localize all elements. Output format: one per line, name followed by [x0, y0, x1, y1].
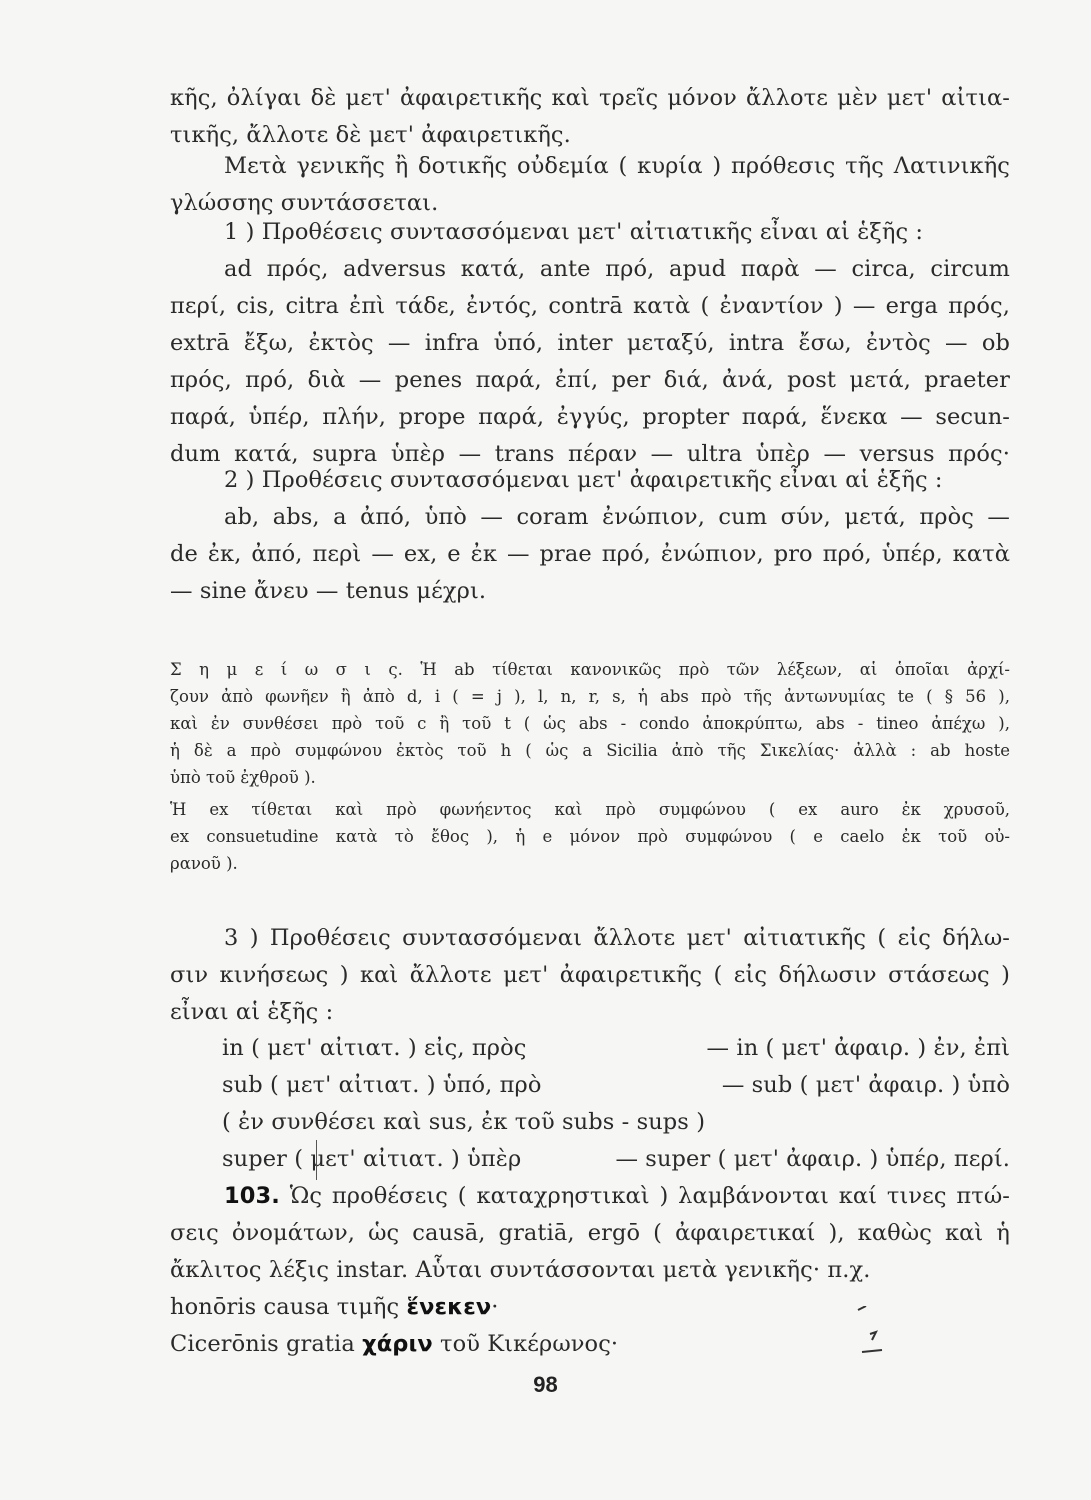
note-line: ex consuetudine κατὰ τὸ ἔθος ), ἡ e μόνον πρὸ συμφώνου ( e caelo ἐκ τοῦ οὐ-: [170, 827, 1010, 846]
table-cell-left: ( ἐν συνθέσει καὶ sus, ἐκ τοῦ subs - sups ): [222, 1109, 706, 1135]
note-line: Σ η μ ε ί ω σ ι ς. Ἡ ab τίθεται κανονικῶς πρὸ τῶν λέξεων, αἱ ὁποῖαι ἀρχί-: [170, 660, 1010, 679]
text-line: ab, abs, a ἀπό, ὑπὸ — coram ἐνώπιον, cum σύν, μετά, πρὸς —: [224, 504, 1010, 530]
table-cell-left: in ( μετ' αἰτιατ. ) εἰς, πρὸς: [222, 1035, 527, 1061]
text-line: ad πρός, adversus κατά, ante πρό, apud παρὰ — circa, circum: [224, 256, 1010, 282]
text-line: σιν κινήσεως ) καὶ ἄλλοτε μετ' ἀφαιρετικῆς ( εἰς δήλωσιν στάσεως ): [170, 962, 1010, 988]
table-row: [222, 1141, 1010, 1178]
text-line: extrā ἔξω, ἐκτὸς — infra ὑπό, inter μεταξύ, intra ἔσω, ἐντὸς — ob: [170, 330, 1010, 356]
note-line: ζουν ἀπὸ φωνῆεν ἢ ἀπὸ d, i ( = j ), l, n, r, s, ἡ abs πρὸ τῆς ἀντωνυμίας te ( § 56 ),: [170, 687, 1010, 706]
text-line: [170, 1178, 1010, 1215]
note-ex: [170, 796, 1010, 877]
text-line: σεις ὀνομάτων, ὡς causā, gratiā, ergō ( ἀφαιρετικαί ), καθὼς καὶ ἡ: [170, 1220, 1010, 1246]
paragraph-genitive-dative: [170, 148, 1010, 222]
examples: [170, 1289, 1010, 1363]
paragraph-mixed-prepositions: [170, 920, 1010, 1031]
example-line: [170, 1289, 1010, 1326]
text-line: 2 ) Προθέσεις συντασσόμεναι μετ' ἀφαιρετικῆς εἶναι αἱ ἑξῆς :: [224, 467, 943, 493]
example-keyword: χάριν: [362, 1331, 433, 1357]
text-line: γλώσσης συντάσσεται.: [170, 190, 439, 216]
section-number: 103.: [224, 1183, 280, 1209]
scribble-mark-icon: [856, 1306, 884, 1360]
text-line: τικῆς, ἄλλοτε δὲ μετ' ἀφαιρετικῆς.: [170, 122, 571, 148]
note-line: καὶ ἐν συνθέσει πρὸ τοῦ c ἢ τοῦ t ( ὡς abs - condo ἀποκρύπτω, abs - tineo ἀπέχω ),: [170, 714, 1010, 733]
text-line: Μετὰ γενικῆς ἢ δοτικῆς οὐδεμία ( κυρία ) πρόθεσις τῆς Λατινικῆς: [224, 153, 1010, 179]
table-cell-right: [990, 1104, 1010, 1141]
note-line: ρανοῦ ).: [170, 854, 238, 873]
example-latin: honōris causa τιμῆς: [170, 1294, 407, 1320]
paragraph-ablative-prepositions: [170, 462, 1010, 610]
table-cell-right: — sub ( μετ' ἀφαιρ. ) ὑπὸ: [721, 1072, 1010, 1098]
table-cell-left: sub ( μετ' αἰτιατ. ) ὑπό, πρὸ: [222, 1072, 542, 1098]
text-line: — sine ἄνευ — tenus μέχρι.: [170, 578, 487, 604]
text-line: περί, cis, citra ἐπὶ τάδε, ἐντός, contrā κατὰ ( ἐναντίον ) — erga πρός,: [170, 293, 1010, 319]
paragraph-continuation: [170, 80, 1010, 154]
text-line: εἶναι αἱ ἑξῆς :: [170, 999, 334, 1025]
table-cell-right: — super ( μετ' ἀφαιρ. ) ὑπέρ, περί.: [615, 1146, 1010, 1172]
table-cell-right: — in ( μετ' ἀφαιρ. ) ἐν, ἐπὶ: [706, 1035, 1010, 1061]
example-line: [170, 1326, 1010, 1363]
text-line: παρά, ὑπέρ, πλήν, prope παρά, ἐγγύς, propter παρά, ἕνεκα — secun-: [170, 404, 1010, 430]
note-line: Ἡ ex τίθεται καὶ πρὸ φωνήεντος καὶ πρὸ συμφώνου ( ex auro ἐκ χρυσοῦ,: [170, 800, 1010, 819]
example-latin: Cicerōnis gratia: [170, 1331, 363, 1357]
note-line: ἡ δὲ a πρὸ συμφώνου ἐκτὸς τοῦ h ( ὡς a Sicilia ἀπὸ τῆς Σικελίας· ἀλλὰ : ab hoste: [170, 741, 1010, 760]
text-line: ἄκλιτος λέξις instar. Αὗται συντάσσονται μετὰ γενικῆς· π.χ.: [170, 1257, 871, 1283]
section-103: [170, 1178, 1010, 1289]
preposition-table: [222, 1030, 1010, 1178]
section-first-line: Ὡς προθέσεις ( καταχρηστικαὶ ) λαμβάνονται καί τινες πτώ-: [289, 1183, 1010, 1209]
table-row: [222, 1104, 1010, 1141]
text-line: de ἐκ, ἀπό, περὶ — ex, e ἐκ — prae πρό, ἐνώπιον, pro πρό, ὑπέρ, κατὰ: [170, 541, 1010, 567]
page-number: 98: [533, 1372, 558, 1397]
note-line: ὑπὸ τοῦ ἐχθροῦ ).: [170, 768, 316, 787]
table-cell-left: super ( μετ' αἰτιατ. ) ὑπὲρ: [222, 1146, 522, 1172]
example-tail: ·: [491, 1294, 499, 1320]
table-row: [222, 1067, 1010, 1104]
text-line: 1 ) Προθέσεις συντασσόμεναι μετ' αἰτιατικῆς εἶναι αἱ ἑξῆς :: [224, 219, 924, 245]
text-line: κῆς, ὀλίγαι δὲ μετ' ἀφαιρετικῆς καὶ τρεῖς μόνον ἄλλοτε μὲν μετ' αἰτια-: [170, 85, 1010, 111]
table-row: [222, 1030, 1010, 1067]
text-line: 3 ) Προθέσεις συντασσόμεναι ἄλλοτε μετ' αἰτιατικῆς ( εἰς δήλω-: [224, 925, 1010, 951]
margin-bracket: [316, 1140, 321, 1180]
text-line: πρός, πρό, διὰ — penes παρά, ἐπί, per διά, ἀνά, post μετά, praeter: [170, 367, 1010, 393]
example-tail: τοῦ Κικέρωνος·: [432, 1331, 619, 1357]
example-keyword: ἕνεκεν: [406, 1294, 492, 1320]
paragraph-accusative-prepositions: [170, 214, 1010, 473]
text-line: dum κατά, supra ὑπὲρ — trans πέραν — ultra ὑπὲρ — versus πρός·: [170, 441, 1010, 467]
note-remark: [170, 656, 1010, 791]
